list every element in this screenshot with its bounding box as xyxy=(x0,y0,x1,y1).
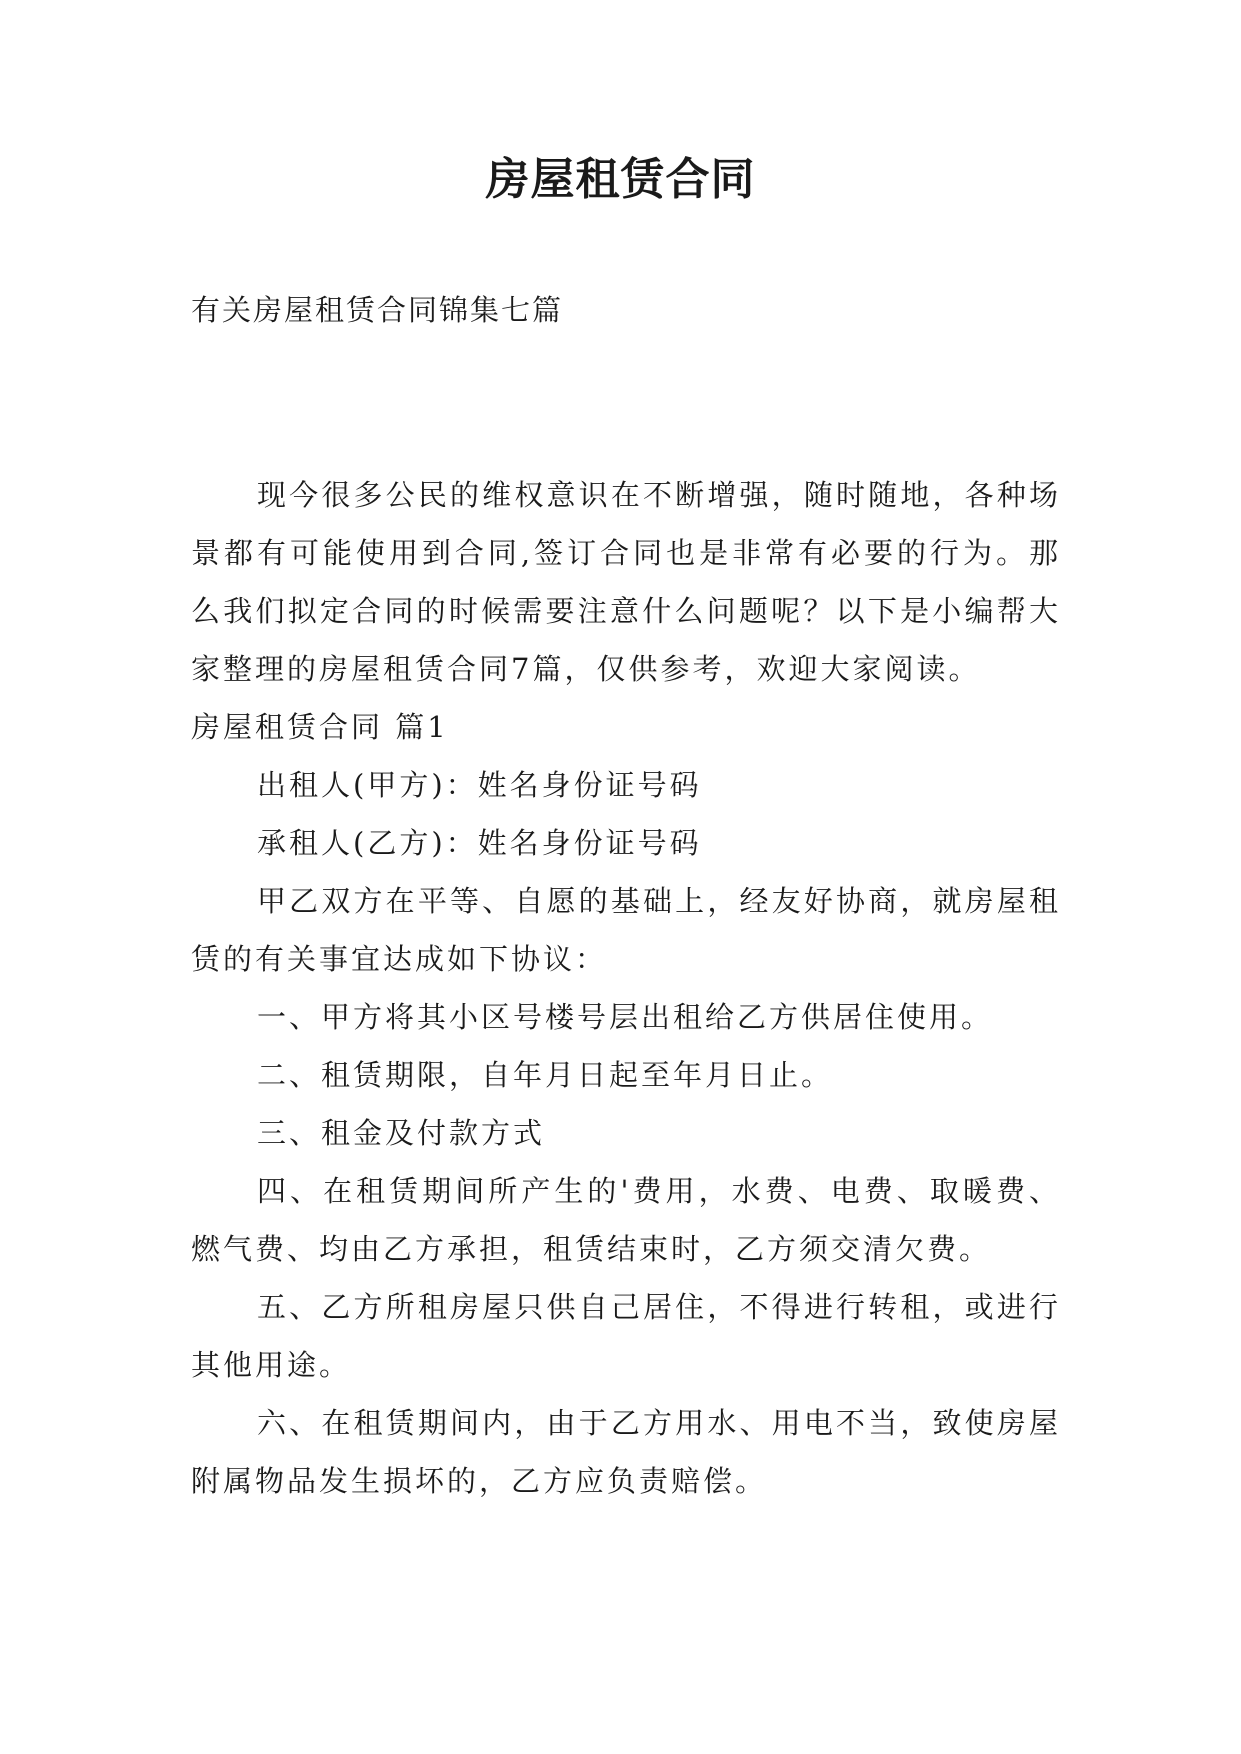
lessor-line: 出租人(甲方)：姓名身份证号码 xyxy=(257,768,702,802)
intro-paragraph: 现今很多公民的维权意识在不断增强，随时随地，各种场景都有可能使用到合同,签订合同也是非常有必要的行为。那么我们拟定合同的时候需要注意什么问题呢？以下是小编帮大家整理的房屋租赁合同7篇，仅供参考，欢迎大家阅读。 xyxy=(191,478,1061,686)
clause-4: 四、在租赁期间所产生的'费用，水费、电费、取暖费、燃气费、均由乙方承担，租赁结束时，乙方须交清欠费。 xyxy=(191,1174,1061,1266)
document-subtitle: 有关房屋租赁合同锦集七篇 xyxy=(191,293,564,327)
clause-2: 二、租赁期限，自年月日起至年月日止。 xyxy=(257,1058,834,1092)
clause-5: 五、乙方所租房屋只供自己居住，不得进行转租，或进行其他用途。 xyxy=(191,1290,1061,1382)
section-heading: 房屋租赁合同 篇1 xyxy=(191,710,449,744)
document-title: 房屋租赁合同 xyxy=(485,154,756,205)
clause-3: 三、租金及付款方式 xyxy=(257,1116,546,1150)
lessee-line: 承租人(乙方)：姓名身份证号码 xyxy=(257,826,702,860)
document-body xyxy=(191,466,1061,1510)
agreement-preamble: 甲乙双方在平等、自愿的基础上，经友好协商，就房屋租赁的有关事宜达成如下协议： xyxy=(191,884,1061,976)
clause-6: 六、在租赁期间内，由于乙方用水、用电不当，致使房屋附属物品发生损坏的，乙方应负责赔偿。 xyxy=(191,1406,1061,1498)
clause-1: 一、甲方将其小区号楼号层出租给乙方供居住使用。 xyxy=(257,1000,994,1034)
